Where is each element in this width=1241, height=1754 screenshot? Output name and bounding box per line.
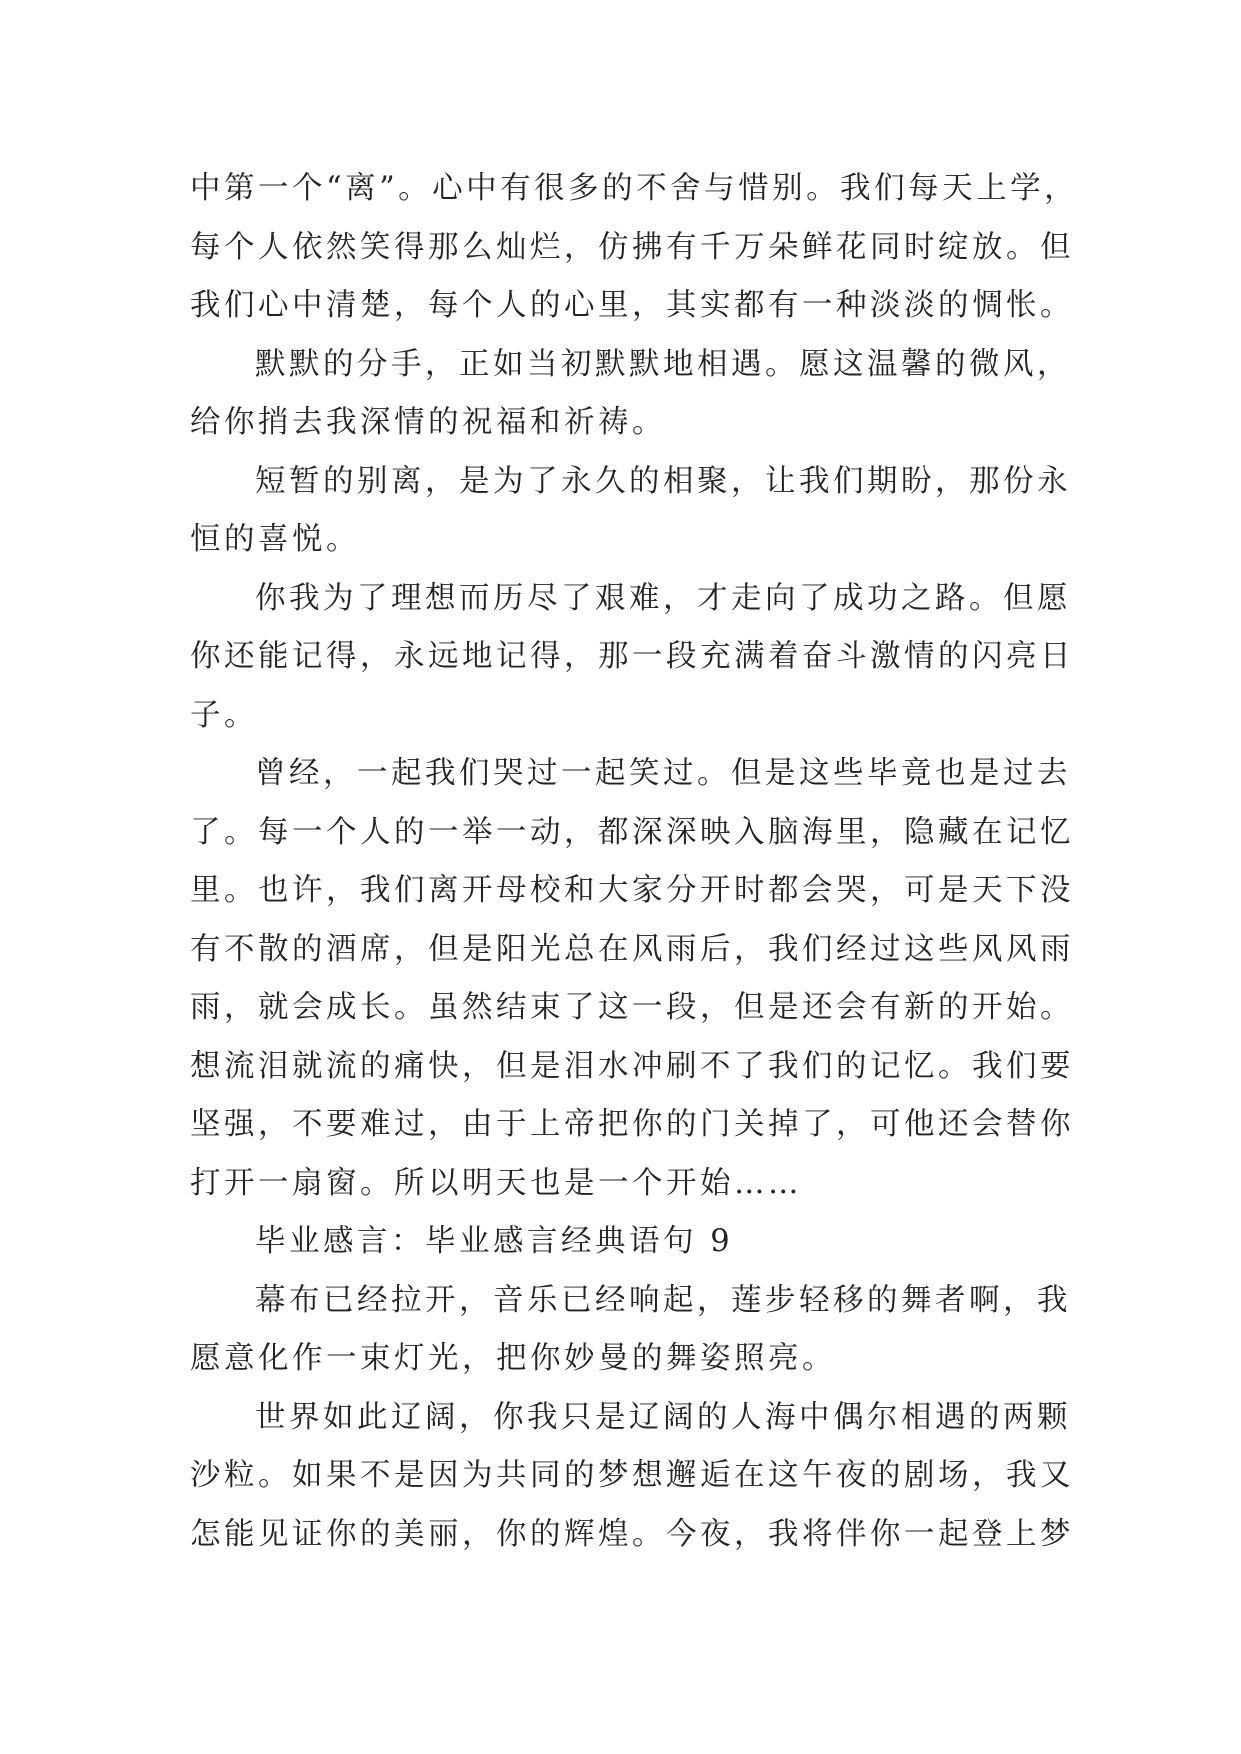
text-line: 世界如此辽阔，你我只是辽阔的人海中偶尔相遇的两颗 (255, 1399, 1071, 1435)
text-line: 沙粒。如果不是因为共同的梦想邂逅在这午夜的剧场，我又 (190, 1458, 1074, 1493)
text-line: 给你捎去我深情的祝福和祈祷。 (190, 405, 666, 440)
text-line: 短暂的别离，是为了永久的相聚，让我们期盼，那份永 (255, 463, 1071, 499)
text-line: 恒的喜悦。 (190, 522, 360, 557)
text-line: 坚强，不要难过，由于上帝把你的门关掉了，可他还会替你 (190, 1107, 1074, 1142)
text-line: 了。每一个人的一举一动，都深深映入脑海里，隐藏在记忆 (190, 814, 1074, 850)
text-line: 里。也许，我们离开母校和大家分开时都会哭，可是天下没 (190, 873, 1074, 908)
text-line: 子。 (190, 697, 258, 733)
text-line: 曾经，一起我们哭过一起笑过。但是这些毕竟也是过去 (255, 756, 1071, 791)
text-line: 默默的分手，正如当初默默地相遇。愿这温馨的微风， (255, 346, 1071, 382)
text-line: 雨，就会成长。虽然结束了这一段，但是还会有新的开始。 (190, 990, 1074, 1025)
text-line: 愿意化作一束灯光，把你妙曼的舞姿照亮。 (190, 1341, 836, 1376)
text-line: 毕业感言：毕业感言经典语句 9 (255, 1224, 734, 1259)
text-line: 幕布已经拉开，音乐已经响起，莲步轻移的舞者啊，我 (255, 1282, 1071, 1318)
text-line: 你还能记得，永远地记得，那一段充满着奋斗激情的闪亮日 (190, 639, 1074, 674)
text-line: 有不散的酒席，但是阳光总在风雨后，我们经过这些风风雨 (190, 931, 1074, 967)
text-line: 想流泪就流的痛快，但是泪水冲刷不了我们的记忆。我们要 (190, 1048, 1074, 1084)
text-line: 打开一扇窗。所以明天也是一个开始…… (190, 1165, 802, 1201)
text-line: 你我为了理想而历尽了艰难，才走向了成功之路。但愿 (255, 580, 1071, 616)
text-line: 每个人依然笑得那么灿烂，仿拂有千万朵鲜花同时绽放。但 (190, 229, 1074, 265)
text-line: 我们心中清楚，每个人的心里，其实都有一种淡淡的惆怅。 (190, 288, 1074, 323)
text-line: 中第一个“离”。心中有很多的不舍与惜别。我们每天上学， (190, 171, 1079, 206)
text-line: 怎能见证你的美丽，你的辉煌。今夜，我将伴你一起登上梦 (190, 1516, 1074, 1552)
body-text (190, 160, 1079, 1564)
